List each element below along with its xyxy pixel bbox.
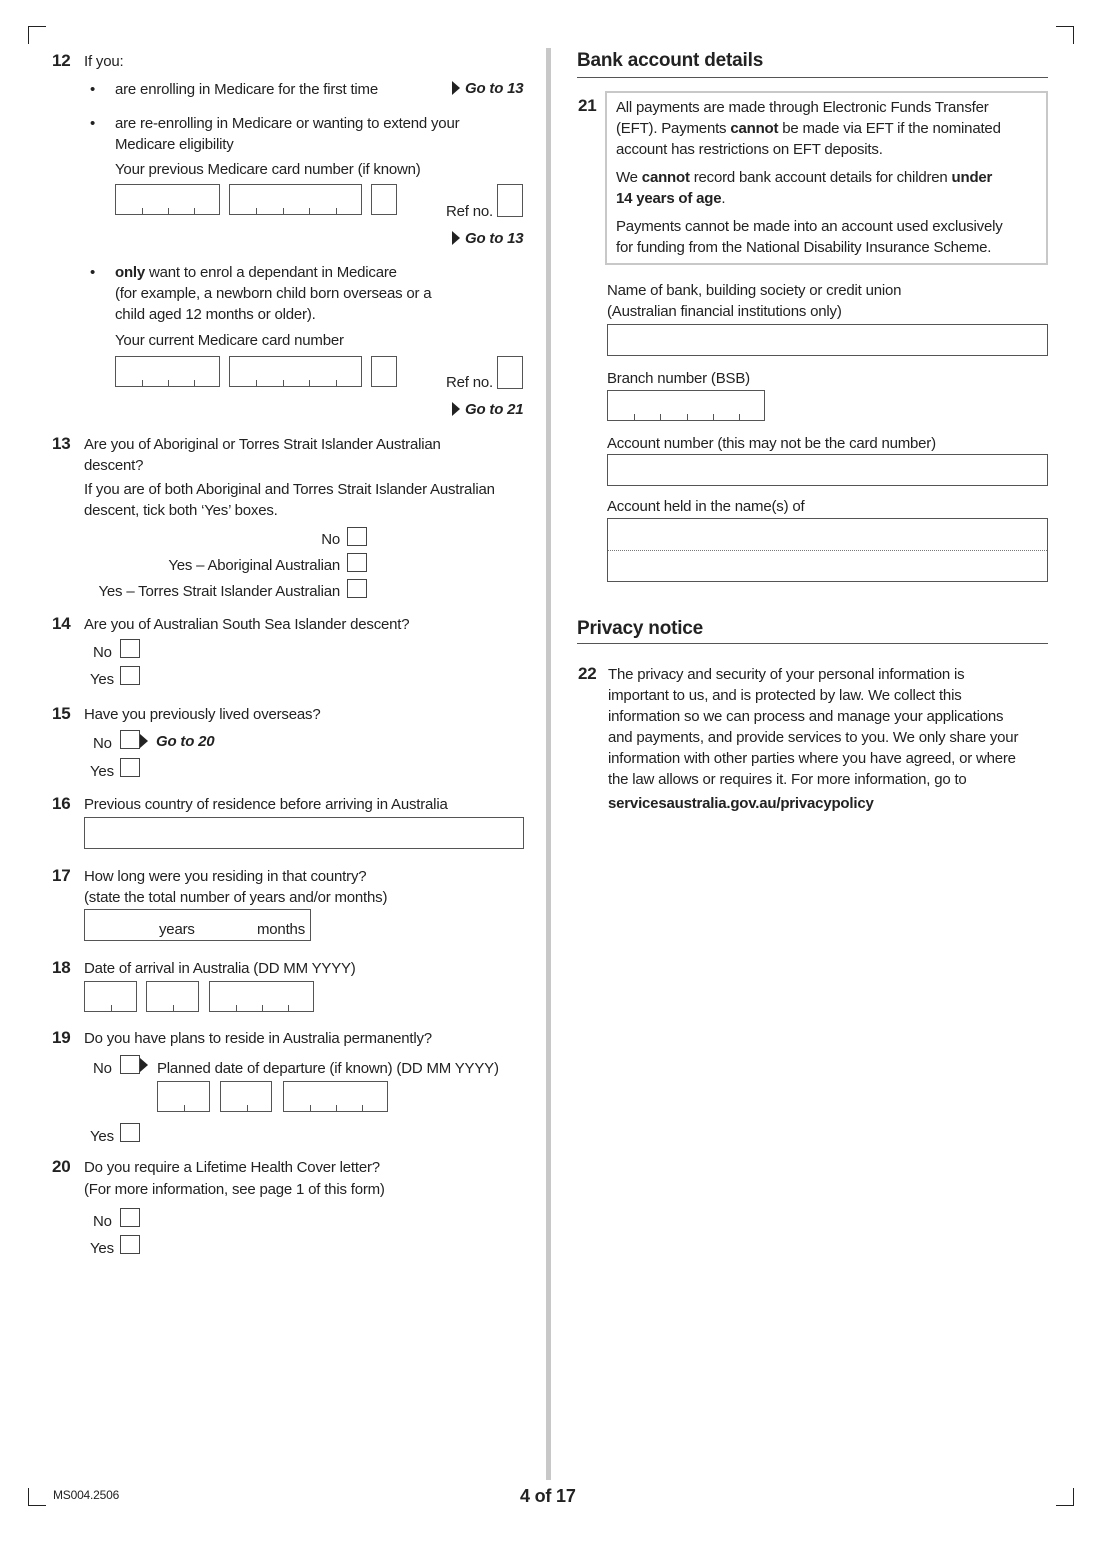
field-label: Account number (this may not be the card number): [607, 435, 936, 452]
question-number: 22: [578, 664, 597, 683]
field-label: Account held in the name(s) of: [607, 498, 805, 515]
option-label: No: [321, 531, 340, 548]
question-text: Do you require a Lifetime Health Cover letter?: [84, 1159, 380, 1176]
option-label: No: [93, 735, 112, 752]
question-number: 17: [52, 866, 71, 885]
yes-checkbox[interactable]: [120, 758, 140, 777]
no-checkbox[interactable]: [120, 1055, 140, 1074]
ref-no-label: Ref no.: [446, 374, 493, 391]
arrival-year-input[interactable]: [209, 981, 314, 1012]
yes-checkbox[interactable]: [120, 666, 140, 685]
notice-line: for funding from the National Disability Insurance Scheme.: [616, 239, 992, 256]
question-number: 21: [578, 96, 597, 115]
option-label: Yes: [90, 1240, 114, 1257]
question-text: Are you of Aboriginal or Torres Strait Islander Australian: [84, 436, 441, 453]
field-label: Your current Medicare card number: [115, 332, 344, 349]
medicare-card-digit-input[interactable]: [371, 184, 397, 215]
notice-line: account has restrictions on EFT deposits.: [616, 141, 883, 158]
go-to-instruction: Go to 20: [140, 733, 214, 751]
departure-day-input[interactable]: [157, 1081, 210, 1112]
notice-line: All payments are made through Electronic Funds Transfer: [616, 99, 989, 116]
question-number: 16: [52, 794, 71, 813]
field-label: Planned date of departure (if known) (DD MM YYYY): [157, 1060, 499, 1077]
years-label: years: [159, 921, 195, 938]
question-text: descent?: [84, 457, 144, 474]
privacy-policy-link[interactable]: servicesaustralia.gov.au/privacypolicy: [608, 795, 874, 812]
question-text: (state the total number of years and/or months): [84, 889, 388, 906]
crop-mark-top-left: [28, 26, 46, 44]
section-rule: [577, 643, 1048, 644]
section-rule: [577, 77, 1048, 78]
option-label: No: [93, 1213, 112, 1230]
question-text: Previous country of residence before arriving in Australia: [84, 796, 448, 813]
country-of-residence-input[interactable]: [84, 817, 524, 849]
arrival-month-input[interactable]: [146, 981, 199, 1012]
ref-no-input[interactable]: [497, 356, 523, 389]
crop-mark-bottom-left: [28, 1488, 46, 1506]
question-number: 13: [52, 434, 71, 453]
departure-month-input[interactable]: [220, 1081, 272, 1112]
go-to-instruction: Go to 13: [452, 230, 523, 248]
notice-line: 14 years of age.: [616, 190, 726, 207]
bullet: •: [90, 115, 96, 132]
yes-torres-strait-checkbox[interactable]: [347, 579, 367, 598]
arrow-icon: [452, 81, 460, 95]
question-text: If you:: [84, 53, 124, 70]
go-to-instruction: Go to 21: [452, 401, 523, 419]
dotted-separator: [608, 550, 1047, 551]
crop-mark-bottom-right: [1056, 1488, 1074, 1506]
crop-mark-top-right: [1056, 26, 1074, 44]
notice-line: Payments cannot be made into an account used exclusively: [616, 218, 1003, 235]
yes-checkbox[interactable]: [120, 1123, 140, 1142]
ref-no-label: Ref no.: [446, 203, 493, 220]
form-code: MS004.2506: [53, 1488, 120, 1502]
bullet: •: [90, 81, 96, 98]
residence-duration-input[interactable]: [84, 909, 311, 941]
question-number: 15: [52, 704, 71, 723]
option-label: Yes: [90, 763, 114, 780]
option-label: No: [93, 1060, 112, 1077]
option-text: are enrolling in Medicare for the first time: [115, 81, 378, 98]
privacy-text: information so we can process and manage your applications: [608, 708, 1004, 725]
question-text: Do you have plans to reside in Australia permanently?: [84, 1030, 432, 1047]
option-label: No: [93, 644, 112, 661]
account-name-input[interactable]: [607, 518, 1048, 582]
no-checkbox[interactable]: [120, 730, 140, 749]
option-label: Yes – Aboriginal Australian: [168, 557, 340, 574]
account-number-input[interactable]: [607, 454, 1048, 486]
arrow-marker: [140, 1057, 153, 1075]
arrow-icon: [140, 734, 148, 748]
question-number: 20: [52, 1157, 71, 1176]
field-label: Branch number (BSB): [607, 370, 750, 387]
arrow-icon: [140, 1058, 148, 1072]
question-number: 14: [52, 614, 71, 633]
field-label: Your previous Medicare card number (if known): [115, 161, 421, 178]
privacy-text: The privacy and security of your personal information is: [608, 666, 965, 683]
question-text: (For more information, see page 1 of this form): [84, 1181, 385, 1198]
privacy-text: the law allows or requires it. For more information, go to: [608, 771, 967, 788]
arrow-icon: [452, 231, 460, 245]
departure-year-input[interactable]: [283, 1081, 388, 1112]
question-number: 19: [52, 1028, 71, 1047]
question-text: Have you previously lived overseas?: [84, 706, 321, 723]
yes-aboriginal-checkbox[interactable]: [347, 553, 367, 572]
question-text: Date of arrival in Australia (DD MM YYYY): [84, 960, 356, 977]
notice-line: We cannot record bank account details for children under: [616, 169, 993, 186]
question-text: Are you of Australian South Sea Islander descent?: [84, 616, 410, 633]
question-text: How long were you residing in that country?: [84, 868, 367, 885]
eft-notice-box: [605, 91, 1048, 265]
medicare-card-group1-input[interactable]: [115, 184, 220, 215]
notice-line: (EFT). Payments cannot be made via EFT if the nominated: [616, 120, 1001, 137]
field-label: Name of bank, building society or credit union: [607, 282, 902, 299]
medicare-card-digit-input[interactable]: [371, 356, 397, 387]
option-text: are re-enrolling in Medicare or wanting to extend your: [115, 115, 460, 132]
question-number: 18: [52, 958, 71, 977]
question-text: If you are of both Aboriginal and Torres Strait Islander Australian: [84, 481, 495, 498]
months-label: months: [257, 921, 305, 938]
no-checkbox[interactable]: [347, 527, 367, 546]
medicare-card-group2-input[interactable]: [229, 356, 362, 387]
page-number: 4 of 17: [520, 1486, 576, 1506]
field-label: (Australian financial institutions only): [607, 303, 842, 320]
bullet: •: [90, 264, 96, 281]
section-title: Privacy notice: [577, 618, 704, 639]
arrival-day-input[interactable]: [84, 981, 137, 1012]
option-text: (for example, a newborn child born overseas or a: [115, 285, 432, 302]
go-to-instruction: Go to 13: [452, 80, 523, 98]
bank-name-input[interactable]: [607, 324, 1048, 356]
option-text: Medicare eligibility: [115, 136, 234, 153]
ref-no-input[interactable]: [497, 184, 523, 217]
option-label: Yes: [90, 1128, 114, 1145]
option-label: Yes – Torres Strait Islander Australian: [98, 583, 340, 600]
bsb-input[interactable]: [607, 390, 765, 421]
section-title: Bank account details: [577, 50, 764, 71]
no-checkbox[interactable]: [120, 639, 140, 658]
medicare-card-group2-input[interactable]: [229, 184, 362, 215]
medicare-card-group1-input[interactable]: [115, 356, 220, 387]
privacy-text: information with other parties where you have agreed, or where: [608, 750, 1016, 767]
option-label: Yes: [90, 671, 114, 688]
no-checkbox[interactable]: [120, 1208, 140, 1227]
arrow-icon: [452, 402, 460, 416]
question-number: 12: [52, 51, 71, 70]
yes-checkbox[interactable]: [120, 1235, 140, 1254]
question-text: descent, tick both ‘Yes’ boxes.: [84, 502, 278, 519]
privacy-text: important to us, and is protected by law. We collect this: [608, 687, 962, 704]
privacy-text: and payments, and provide services to you. We only share your: [608, 729, 1019, 746]
option-text: only want to enrol a dependant in Medicare: [115, 264, 397, 281]
option-text: child aged 12 months or older).: [115, 306, 316, 323]
column-divider: [546, 48, 551, 1480]
